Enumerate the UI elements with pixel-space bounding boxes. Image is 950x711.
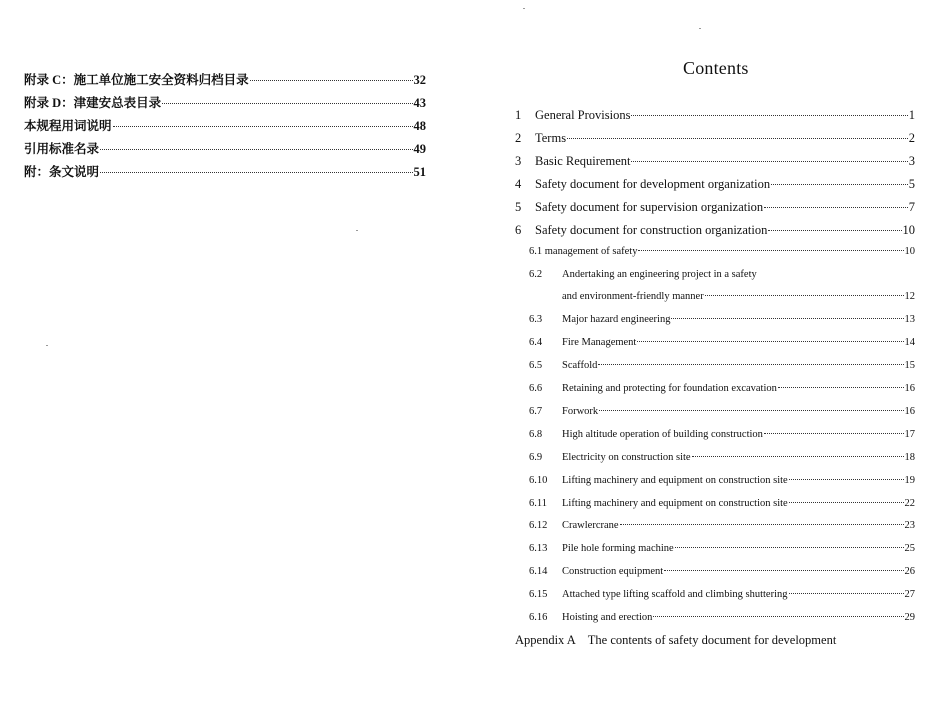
toc-entry-page: 51	[413, 165, 426, 179]
toc-leader-dots	[771, 184, 908, 185]
toc-subentry[interactable]	[529, 612, 915, 623]
toc-leader-dots	[631, 161, 907, 162]
toc-entry-label: 引用标准名录	[24, 142, 100, 156]
toc-entry-page: 48	[413, 119, 426, 133]
toc-leader-dots	[631, 115, 907, 116]
toc-entry-label: 附录 C：施工单位施工安全资料归档目录	[24, 73, 249, 87]
toc-subentry-text: management of safety	[544, 246, 638, 257]
toc-leader-dots	[789, 479, 904, 480]
toc-subentry[interactable]	[529, 383, 915, 394]
toc-subentry-text: Hoisting and erection	[562, 612, 653, 623]
appendix-label: Appendix A	[515, 633, 576, 647]
toc-subentry-number: 6.16	[529, 612, 548, 623]
toc-entry[interactable]	[24, 116, 426, 134]
toc-entry-text: Safety document for supervision organization	[535, 200, 764, 214]
toc-entry-label	[515, 177, 770, 192]
toc-entry-page: 1	[908, 108, 915, 122]
toc-subentry-text: Retaining and protecting for foundation excavation	[562, 383, 777, 394]
toc-subentry[interactable]	[529, 589, 915, 600]
toc-subentry-page: 23	[904, 520, 915, 531]
toc-subentry-number: 6.9	[529, 452, 543, 463]
toc-subentry-label	[529, 314, 670, 325]
scan-speck	[46, 345, 48, 346]
toc-entry-number: 4	[515, 177, 522, 191]
scan-speck	[699, 28, 701, 29]
toc-subentry[interactable]	[529, 337, 915, 348]
scan-speck	[523, 8, 525, 9]
toc-subentry[interactable]	[529, 543, 915, 554]
toc-subentry-number: 6.6	[529, 383, 543, 394]
toc-subentry-text: High altitude operation of building construction	[562, 429, 763, 440]
toc-subentry-text: Fire Management	[562, 337, 637, 348]
toc-leader-dots	[100, 149, 412, 150]
toc-subentry-page: 22	[904, 498, 915, 509]
toc-subentry-number: 6.13	[529, 543, 548, 554]
toc-subentry-text: Crawlercrane	[562, 520, 619, 531]
appendix-entry[interactable]	[515, 633, 836, 648]
toc-leader-dots	[705, 295, 904, 296]
toc-leader-dots	[675, 547, 904, 548]
toc-subentry-number: 6.5	[529, 360, 543, 371]
toc-subentry-text: Lifting machinery and equipment on construction site	[562, 475, 788, 486]
toc-subentry-page: 19	[904, 475, 915, 486]
toc-leader-dots	[671, 318, 903, 319]
toc-subentry[interactable]	[529, 314, 915, 325]
toc-subentry[interactable]	[529, 475, 915, 486]
toc-subentry-label	[529, 360, 597, 371]
toc-leader-dots	[778, 387, 904, 388]
toc-leader-dots	[664, 570, 903, 571]
toc-subentry-text: Lifting machinery and equipment on construction site	[562, 498, 788, 509]
toc-entry-label	[515, 154, 630, 169]
toc-subentry-page: 16	[904, 406, 915, 417]
toc-entry-label	[515, 200, 763, 215]
toc-subentry[interactable]	[529, 566, 915, 577]
toc-subentry[interactable]	[529, 360, 915, 371]
toc-entry[interactable]	[515, 131, 915, 146]
toc-subentry-label	[529, 383, 777, 394]
toc-leader-dots	[250, 80, 413, 81]
toc-subentry-text: Forwork	[562, 406, 599, 417]
toc-subentry-page: 15	[904, 360, 915, 371]
toc-entry-number: 3	[515, 154, 522, 168]
toc-entry[interactable]	[515, 223, 915, 238]
toc-leader-dots	[764, 433, 904, 434]
toc-subentry-text: Attached type lifting scaffold and climbing shuttering	[562, 589, 788, 600]
toc-entry-label: 本规程用词说明	[24, 119, 112, 133]
toc-subentry-number: 6.4	[529, 337, 543, 348]
toc-entry[interactable]	[24, 70, 426, 88]
toc-subentry-label	[529, 566, 663, 577]
toc-subentry-page: 14	[904, 337, 915, 348]
toc-subentry-label	[529, 543, 674, 554]
toc-subentry[interactable]	[529, 452, 915, 463]
toc-subentry[interactable]	[529, 246, 915, 257]
toc-entry[interactable]	[515, 154, 915, 169]
toc-subentry-page: 29	[904, 612, 915, 623]
toc-entry-text: Terms	[535, 131, 567, 145]
toc-entry-text: Safety document for construction organization	[535, 223, 768, 237]
toc-subentry-page: 25	[904, 543, 915, 554]
toc-entry-label	[515, 108, 630, 123]
toc-subentry-text: Construction equipment	[562, 566, 664, 577]
toc-subentry-label	[529, 269, 757, 280]
toc-subentry[interactable]	[529, 498, 915, 509]
toc-entry[interactable]	[515, 200, 915, 215]
toc-subentry-number: 6.3	[529, 314, 543, 325]
toc-leader-dots	[638, 250, 903, 251]
toc-subentry-text: Andertaking an engineering project in a safety	[562, 269, 757, 280]
toc-leader-dots	[567, 138, 908, 139]
toc-entry-page: 49	[413, 142, 426, 156]
toc-subentry-text: Major hazard engineering	[562, 314, 671, 325]
toc-subentry-number: 6.14	[529, 566, 548, 577]
contents-title: Contents	[683, 58, 749, 78]
toc-subentry-page: 16	[904, 383, 915, 394]
toc-entry-page: 5	[908, 177, 915, 191]
toc-subentry[interactable]	[529, 406, 915, 417]
toc-leader-dots	[599, 410, 903, 411]
toc-subentry-text-continued: and environment-friendly manner	[562, 291, 704, 302]
toc-subentry[interactable]	[529, 269, 915, 280]
toc-entry-page: 3	[908, 154, 915, 168]
toc-entry-number: 2	[515, 131, 522, 145]
toc-leader-dots	[764, 207, 908, 208]
toc-entry[interactable]	[515, 108, 915, 123]
toc-subentry-label	[529, 520, 619, 531]
toc-leader-dots	[789, 502, 904, 503]
toc-entry[interactable]	[515, 177, 915, 192]
toc-subentry-page: 10	[904, 246, 915, 257]
toc-entry-page: 7	[908, 200, 915, 214]
right-page	[475, 0, 950, 711]
toc-subentry-label	[529, 612, 652, 623]
toc-subentry-number: 6.11	[529, 498, 547, 509]
toc-entry-text: Basic Requirement	[535, 154, 631, 168]
toc-leader-dots	[620, 524, 904, 525]
toc-leader-dots	[162, 103, 412, 104]
toc-subentry-number: 6.12	[529, 520, 548, 531]
toc-entry-number: 6	[515, 223, 522, 237]
toc-subentry[interactable]	[529, 520, 915, 531]
toc-leader-dots	[653, 616, 903, 617]
toc-entry-label: 附录 D：津建安总表目录	[24, 96, 162, 110]
toc-entry-page: 10	[902, 223, 915, 237]
toc-leader-dots	[113, 126, 413, 127]
toc-subentry-label	[529, 406, 598, 417]
toc-subentry-continuation[interactable]	[562, 291, 915, 302]
toc-subentry-page: 18	[904, 452, 915, 463]
toc-subentry-page: 12	[904, 291, 915, 302]
toc-entry-text: Safety document for development organization	[535, 177, 771, 191]
toc-entry-label	[515, 131, 566, 146]
toc-leader-dots	[768, 230, 901, 231]
toc-subentry-label	[529, 498, 788, 509]
toc-leader-dots	[598, 364, 903, 365]
toc-subentry-label	[529, 429, 763, 440]
toc-subentry-page: 13	[904, 314, 915, 325]
toc-subentry-label	[529, 337, 636, 348]
toc-subentry-number: 6.7	[529, 406, 543, 417]
toc-subentry-label	[529, 246, 637, 257]
toc-subentry-number: 6.1	[529, 246, 543, 257]
toc-leader-dots	[692, 456, 904, 457]
toc-entry[interactable]	[24, 162, 426, 180]
scan-speck	[356, 230, 358, 231]
toc-subentry-number: 6.2	[529, 269, 543, 280]
toc-subentry-label	[529, 452, 691, 463]
toc-subentry-page: 17	[904, 429, 915, 440]
toc-entry-number: 1	[515, 108, 522, 122]
toc-leader-dots	[789, 593, 904, 594]
toc-entry-label: 附：条文说明	[24, 165, 100, 179]
toc-subentry-label	[529, 475, 788, 486]
toc-leader-dots	[637, 341, 903, 342]
toc-entry-number: 5	[515, 200, 522, 214]
toc-subentry-text: Electricity on construction site	[562, 452, 691, 463]
toc-entry-page: 2	[908, 131, 915, 145]
toc-entry-text: General Provisions	[535, 108, 631, 122]
toc-entry[interactable]	[24, 139, 426, 157]
toc-subentry-page: 27	[904, 589, 915, 600]
toc-subentry-number: 6.15	[529, 589, 548, 600]
toc-entry-page: 32	[413, 73, 426, 87]
toc-subentry-page: 26	[904, 566, 915, 577]
toc-leader-dots	[100, 172, 412, 173]
toc-entry[interactable]	[24, 93, 426, 111]
toc-entry-page: 43	[413, 96, 426, 110]
toc-subentry-number: 6.10	[529, 475, 548, 486]
toc-subentry-label	[529, 589, 788, 600]
toc-subentry-text: Pile hole forming machine	[562, 543, 674, 554]
toc-entry-label	[515, 223, 767, 238]
appendix-text: The contents of safety document for development	[587, 633, 837, 647]
toc-subentry[interactable]	[529, 429, 915, 440]
toc-subentry-text: Scaffold	[562, 360, 598, 371]
toc-subentry-number: 6.8	[529, 429, 543, 440]
